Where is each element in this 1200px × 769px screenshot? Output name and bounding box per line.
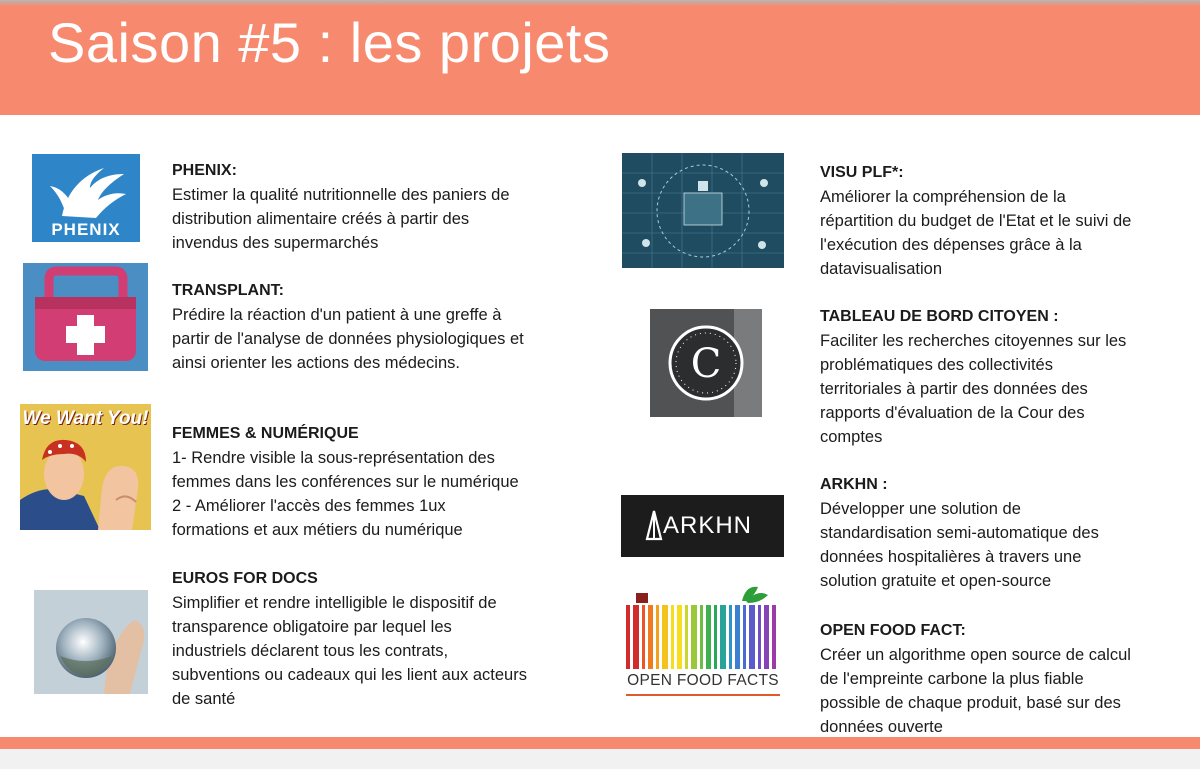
project-name: VISU PLF*: [820, 164, 904, 181]
project-euros-for-docs [172, 567, 592, 711]
visu-plf-logo [622, 153, 784, 268]
project-name: EUROS FOR DOCS [172, 570, 318, 587]
cour-des-comptes-seal-icon [650, 309, 762, 417]
transplant-logo [23, 263, 148, 371]
project-description: Développer une solution de standardisation semi-automatique des données hospitalières à travers une solution gratuite et open-source [820, 500, 1099, 590]
project-name: TABLEAU DE BORD CITOYEN : [820, 308, 1059, 325]
project-description: Faciliter les recherches citoyennes sur les problématiques des collectivités territoriales à partir des données des rapports d'évaluation de la Cour des comptes [820, 332, 1127, 446]
medical-cooler-icon [23, 263, 148, 371]
project-name: FEMMES & NUMÉRIQUE [172, 425, 359, 442]
project-tableau-de-bord-citoyen [820, 305, 1190, 449]
arkhn-logo [621, 495, 784, 557]
tableau-de-bord-logo [650, 309, 762, 417]
project-name: PHENIX: [172, 162, 237, 179]
euros-for-docs-logo [34, 590, 148, 694]
open-food-facts-logo [622, 583, 784, 699]
phenix-logo [32, 154, 140, 242]
project-open-food-fact [820, 619, 1190, 739]
slide-footer-bar [0, 737, 1200, 749]
project-description: Estimer la qualité nutritionnelle des paniers de distribution alimentaire créés à partir des invendus des supermarchés [172, 186, 510, 252]
project-arkhn [820, 473, 1190, 593]
arkhn-logo-text: ARKHN [663, 512, 753, 539]
phenix-logo-text: PHENIX [51, 220, 121, 239]
open-food-facts-logo-text: OPEN FOOD FACTS [627, 672, 779, 689]
femmes-numerique-logo [20, 404, 151, 530]
project-name: ARKHN : [820, 476, 888, 493]
project-visu-plf [820, 161, 1190, 281]
we-want-you-text: We Want You! [22, 408, 149, 429]
project-description: Prédire la réaction d'un patient à une greffe à partir de l'analyse de données physiologiques et ainsi orienter les actions des médecins. [172, 306, 524, 372]
project-femmes-numerique [172, 422, 592, 542]
project-phenix [172, 159, 592, 255]
dataviz-dashboard-image [622, 153, 784, 268]
slide-header [0, 0, 1200, 115]
seal-letter: C [690, 341, 722, 387]
slide-title: Saison #5 : les projets [48, 11, 611, 74]
project-transplant [172, 279, 592, 375]
project-description: Améliorer la compréhension de la répartition du budget de l'Etat et le suivi de l'exécution des dépenses grâce à la datavisualisation [820, 188, 1132, 278]
project-name: TRANSPLANT: [172, 282, 284, 299]
project-description: 1- Rendre visible la sous-représentation des femmes dans les conférences sur le numérique 2 - Améliorer l'accès des femmes 1ux formations et aux métiers du numérique [172, 449, 519, 539]
project-description: Créer un algorithme open source de calcul de l'empreinte carbone la plus fiable possible de chaque produit, basé sur des données ouverte [820, 646, 1131, 736]
project-name: OPEN FOOD FACT: [820, 622, 966, 639]
crystal-ball-image [34, 590, 148, 694]
project-description: Simplifier et rendre intelligible le dispositif de transparence obligatoire par lequel les industriels déclarent tous les contrats, subventions ou cadeaux qui les lient aux acteurs de santé [172, 594, 527, 708]
header-shadow [0, 0, 1200, 6]
